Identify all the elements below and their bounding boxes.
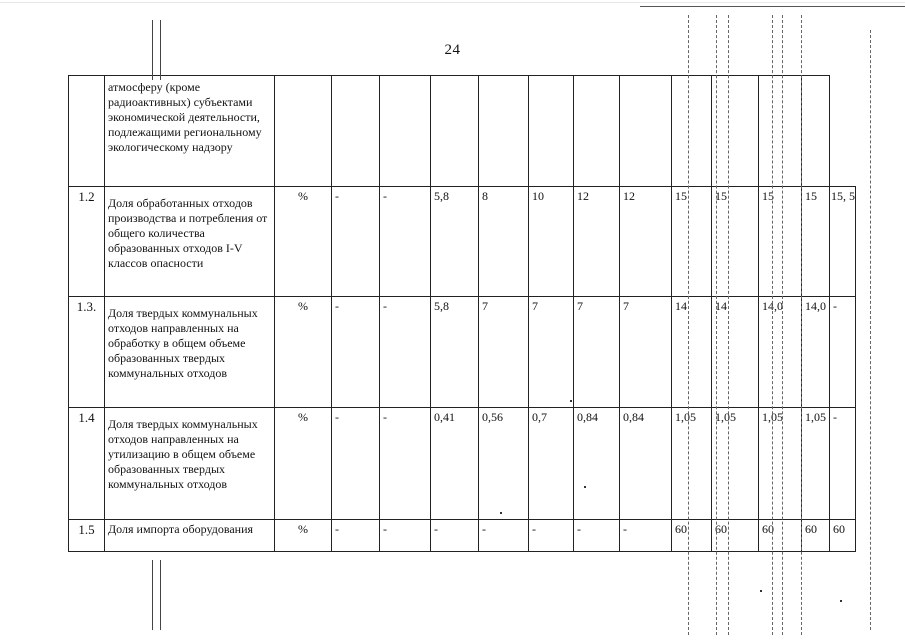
value-cell: 60 [672,520,712,552]
unit-cell [275,76,332,187]
indicator-name: Доля импорта оборудования [105,520,275,552]
value-cell [380,76,431,187]
value-cell [529,76,574,187]
value-cell: 7 [479,297,529,408]
value-cell [479,76,529,187]
scan-artifact-line [772,15,773,635]
value-cell: 7 [529,297,574,408]
value-cell: 1,05 [759,408,802,520]
page-number: 24 [444,42,461,58]
scan-artifact-line [801,15,802,635]
row-number: 1.4 [69,408,105,520]
value-cell: 15 [759,187,802,297]
value-cell: 0,56 [479,408,529,520]
value-cell: - [332,297,380,408]
value-cell [672,76,712,187]
table-row [69,520,856,552]
row-number [69,76,105,187]
value-cell: - [332,187,380,297]
value-cell: - [332,520,380,552]
scan-artifact-line [688,15,689,635]
value-cell: 14,0 [802,297,830,408]
value-cell: 15, 5 [830,187,856,297]
unit-cell: % [275,520,332,552]
value-cell: 1,05 [802,408,830,520]
value-cell: 14 [672,297,712,408]
value-cell [332,76,380,187]
value-cell: 60 [712,520,759,552]
scan-speck [840,600,842,602]
value-cell: 7 [574,297,620,408]
value-cell: 15 [802,187,830,297]
value-cell: 0,41 [431,408,479,520]
unit-cell: % [275,297,332,408]
indicator-name: атмосферу (кроме радиоактивных) субъектами экономической деятельности, подлежащими региональному экологическому надзору [105,76,275,187]
value-cell: 10 [529,187,574,297]
scan-artifact-line [160,20,161,80]
value-cell: 1,05 [672,408,712,520]
value-cell: - [830,297,856,408]
value-cell: 14 [712,297,759,408]
value-cell: - [380,520,431,552]
value-cell: 5,8 [431,187,479,297]
value-cell: 7 [620,297,672,408]
scan-top-edge [0,2,905,3]
value-cell: 8 [479,187,529,297]
row-number: 1.5 [69,520,105,552]
value-cell: - [431,520,479,552]
value-cell: - [830,408,856,520]
scan-artifact-line [782,15,783,635]
scan-artifact-line [716,15,717,635]
indicators-table [68,75,856,552]
value-cell: - [380,187,431,297]
value-cell: 12 [574,187,620,297]
row-number: 1.3. [69,297,105,408]
value-cell [802,76,830,187]
value-cell: 0,84 [574,408,620,520]
scan-speck [570,400,572,402]
indicator-name: Доля обработанных отходов производства и потребления от общего количества образованных отходов I-V классов опасности [105,187,275,297]
scan-speck [760,590,762,592]
value-cell [431,76,479,187]
scan-artifact-line [152,20,153,80]
table-row [69,408,856,520]
value-cell: - [380,297,431,408]
value-cell: 60 [759,520,802,552]
value-cell: - [574,520,620,552]
table-row [69,297,856,408]
value-cell: 1,05 [712,408,759,520]
value-cell: 0,84 [620,408,672,520]
value-cell: - [380,408,431,520]
scan-top-rule [640,6,905,7]
value-cell [574,76,620,187]
indicator-name: Доля твердых коммунальных отходов направленных на обработку в общем объеме образованных твердых коммунальных отходов [105,297,275,408]
value-cell: - [620,520,672,552]
scan-artifact-line [152,560,153,630]
table-row [69,187,856,297]
value-cell [759,76,802,187]
scan-speck [500,512,502,514]
scan-artifact-line [728,15,729,635]
value-cell: - [479,520,529,552]
value-cell: 5,8 [431,297,479,408]
value-cell: 15 [712,187,759,297]
scan-artifact-line [160,560,161,630]
value-cell [712,76,759,187]
value-cell: 60 [830,520,856,552]
unit-cell: % [275,408,332,520]
row-number: 1.2 [69,187,105,297]
value-cell: 12 [620,187,672,297]
value-cell [620,76,672,187]
scan-speck [584,486,586,488]
value-cell: - [332,408,380,520]
indicator-name: Доля твердых коммунальных отходов направленных на утилизацию в общем объеме образованных твердых коммунальных отходов [105,408,275,520]
value-cell: 15 [672,187,712,297]
value-cell: 0,7 [529,408,574,520]
unit-cell: % [275,187,332,297]
scan-artifact-line [870,30,871,630]
value-cell: - [529,520,574,552]
table-row [69,76,856,187]
value-cell: 14,0 [759,297,802,408]
value-cell: 60 [802,520,830,552]
